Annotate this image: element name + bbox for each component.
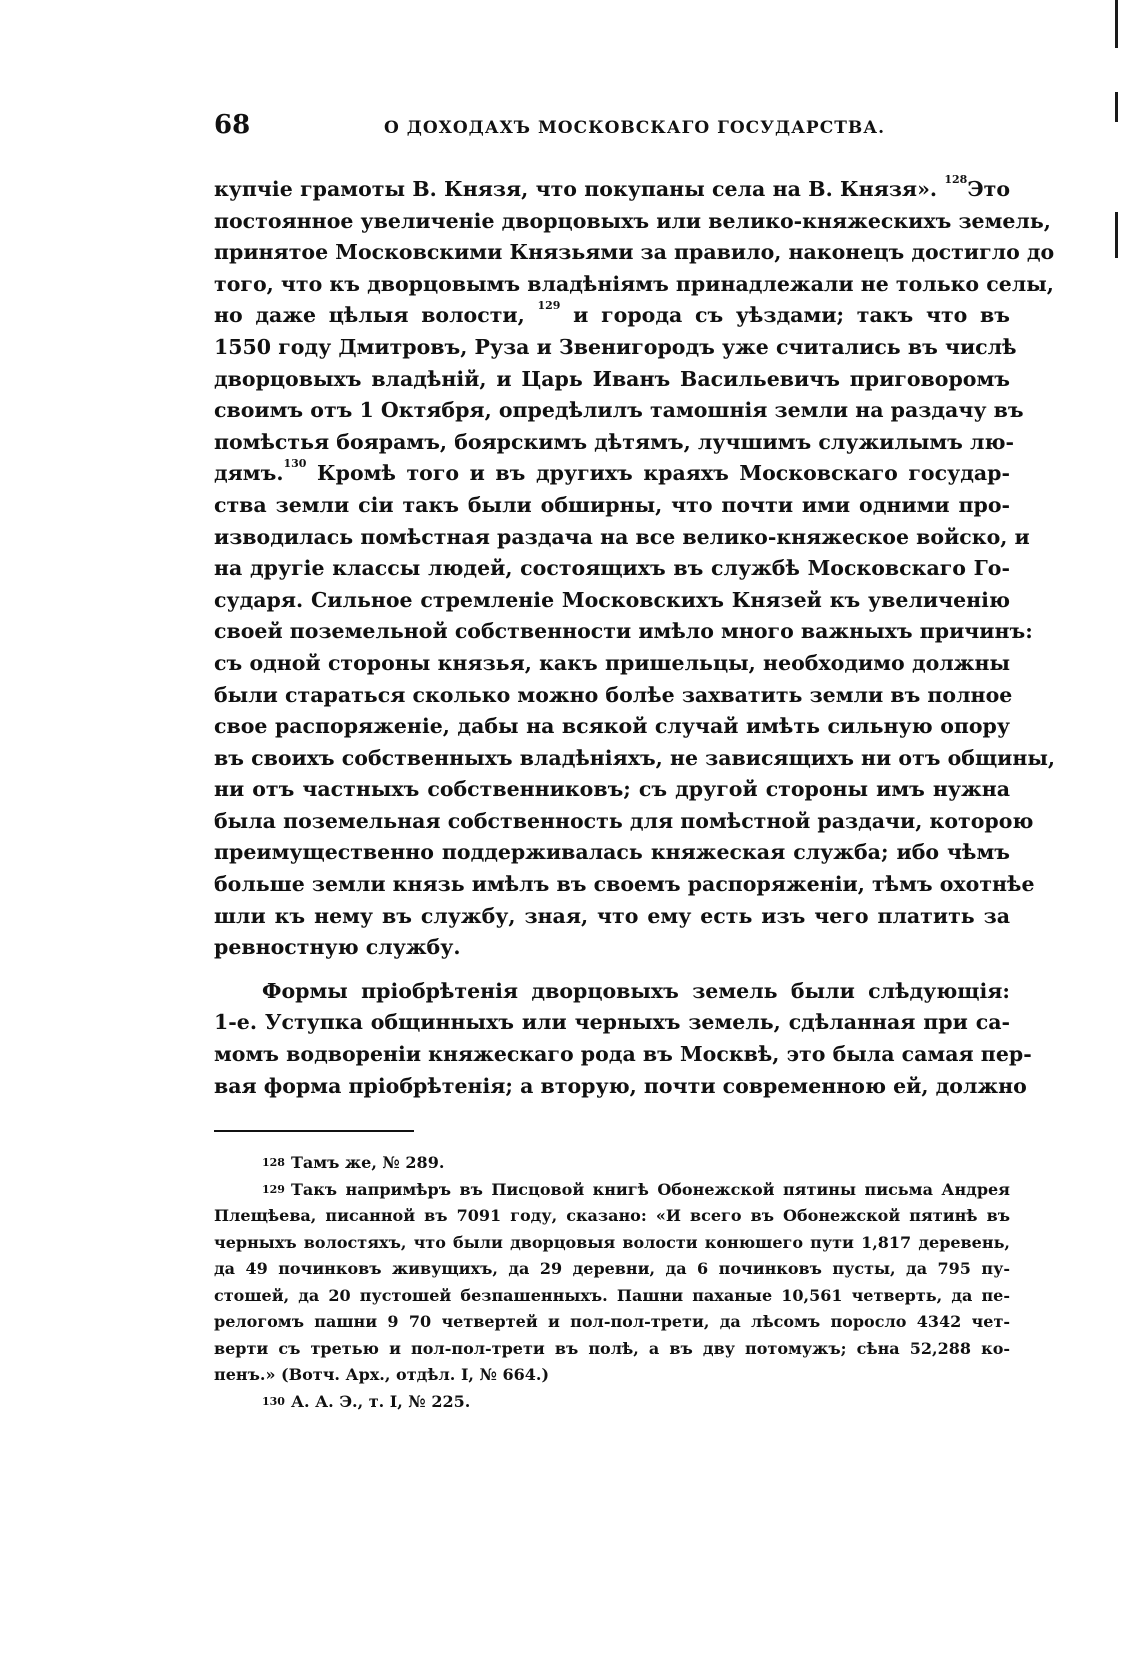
text-line: дямъ.$^{130}$ Кромѣ того и въ другихъ краяхъ Московскаго государ- bbox=[214, 457, 1010, 486]
footnote-line: пенъ.» (Вотч. Арх., отдѣл. I, № 664.) bbox=[214, 1365, 550, 1385]
text-line: дворцовыхъ владѣній, и Царь Иванъ Васильевичъ приговоромъ bbox=[214, 366, 1010, 391]
footnote-129 bbox=[214, 1177, 1010, 1389]
text-line: ства земли сіи такъ были обширны, что почти ими одними про- bbox=[214, 492, 1010, 517]
text-line: больше земли князь имѣлъ въ своемъ распоряженіи, тѣмъ охотнѣе bbox=[214, 872, 1035, 897]
text-line: принятое Московскими Князьями за правило, наконецъ достигло до bbox=[214, 240, 1055, 265]
footnote-130 bbox=[214, 1389, 1010, 1416]
text-line: шли къ нему въ службу, зная, что ему есть изъ чего платить за bbox=[214, 903, 1010, 928]
text-line: своей поземельной собственности имѣло много важныхъ причинъ: bbox=[214, 619, 1033, 644]
text-line: изводилась помѣстная раздача на все велико-княжеское войско, и bbox=[214, 524, 1030, 549]
text-line: преимущественно поддерживалась княжеская служба; ибо чѣмъ bbox=[214, 840, 1010, 865]
footnote-line: Плещѣева, писанной въ 7091 году, сказано: «И всего въ Обонежской пятинѣ въ bbox=[214, 1206, 1010, 1226]
text-line: съ одной стороны князья, какъ пришельцы, необходимо должны bbox=[214, 650, 1010, 675]
footnote-number: 128 bbox=[262, 1156, 285, 1170]
footnote-line: черныхъ волостяхъ, что были дворцовыя волости конюшего пути 1,817 деревень, bbox=[214, 1232, 1010, 1252]
footnote-line: стошей, да 20 пустошей безпашенныхъ. Пашни паханые 10,561 четверть, да пе- bbox=[214, 1285, 1010, 1305]
text-line: 1-е. Уступка общинныхъ или черныхъ земель, сдѣланная при са- bbox=[214, 1010, 1010, 1035]
footnote-line: да 49 починковъ живущихъ, да 29 деревни, да 6 починковъ пусты, да 795 пу- bbox=[214, 1259, 1010, 1279]
text-line: были стараться сколько можно болѣе захватить земли въ полное bbox=[214, 682, 1013, 707]
footnotes bbox=[214, 1150, 1010, 1415]
scan-edge-mark-top bbox=[1115, 0, 1118, 48]
page-number: 68 bbox=[214, 110, 251, 140]
paragraph-2 bbox=[214, 976, 1032, 1102]
footnote-ref-130[interactable]: 130 bbox=[283, 457, 307, 471]
text-line: ни отъ частныхъ собственниковъ; съ другой стороны имъ нужна bbox=[214, 777, 1010, 802]
footnote-line: верти съ третью и пол-пол-трети въ полѣ, а въ дву потомужъ; сѣна 52,288 ко- bbox=[214, 1338, 1010, 1358]
text-line: была поземельная собственность для помѣстной раздачи, которою bbox=[214, 808, 1034, 833]
text-line: но даже цѣлыя волости, $^{129}$ и города съ уѣздами; такъ что въ bbox=[214, 299, 1011, 328]
scan-edge-mark-mid bbox=[1115, 92, 1118, 122]
footnote-divider bbox=[214, 1130, 414, 1132]
footnote-128 bbox=[214, 1150, 1010, 1177]
text-line: того, что къ дворцовымъ владѣніямъ принадлежали не только селы, bbox=[214, 271, 1054, 296]
text-line: купчіе грамоты В. Князя, что покупаны села на В. Князя». $^{128}$Это bbox=[214, 173, 1010, 201]
text-line: Формы пріобрѣтенія дворцовыхъ земель были слѣдующія: bbox=[262, 978, 1010, 1003]
scan-edge-mark-low bbox=[1115, 212, 1118, 258]
running-title: О ДОХОДАХЪ МОСКОВСКАГО ГОСУДАРСТВА. bbox=[384, 118, 886, 138]
footnote-line: релогомъ пашни 9 70 четвертей и пол-пол-трети, да лѣсомъ поросло 4342 чет- bbox=[214, 1312, 1010, 1332]
text-line: ревностную службу. bbox=[214, 935, 461, 960]
text-line: на другіе классы людей, состоящихъ въ службѣ Московскаго Го- bbox=[214, 556, 1010, 581]
text-line: момъ водвореніи княжескаго рода въ Москвѣ, это была самая пер- bbox=[214, 1042, 1032, 1067]
footnote-ref-128[interactable]: 128 bbox=[944, 173, 968, 186]
text-line: своимъ отъ 1 Октября, опредѣлилъ тамошнія земли на раздачу въ bbox=[214, 398, 1024, 423]
paragraph-1 bbox=[214, 173, 1056, 964]
text-line: помѣстья боярамъ, боярскимъ дѣтямъ, лучшимъ служилымъ лю- bbox=[214, 429, 1015, 454]
footnote-text: Тамъ же, № 289. bbox=[290, 1153, 445, 1173]
book-page bbox=[214, 110, 1056, 1415]
text-line: 1550 году Дмитровъ, Руза и Звенигородъ уже считались въ числѣ bbox=[214, 334, 1017, 359]
text-line: постоянное увеличеніе дворцовыхъ или велико-княжескихъ земель, bbox=[214, 208, 1051, 233]
text-line: сударя. Сильное стремленіе Московскихъ Князей къ увеличенію bbox=[214, 587, 1010, 612]
text-line: въ своихъ собственныхъ владѣніяхъ, не зависящихъ ни отъ общины, bbox=[214, 745, 1056, 770]
footnote-text: А. А. Э., т. I, № 225. bbox=[290, 1391, 471, 1411]
footnote-ref-129[interactable]: 129 bbox=[537, 299, 561, 313]
footnote-number: 129 bbox=[262, 1182, 285, 1196]
text-line: свое распоряженіе, дабы на всякой случай имѣть сильную опору bbox=[214, 714, 1010, 739]
page-header bbox=[214, 110, 1010, 140]
footnote-number: 130 bbox=[262, 1394, 285, 1408]
footnote-line: $^{129}$ Такъ напримѣръ въ Писцовой книгѣ Обонежской пятины письма Андрея bbox=[262, 1179, 1010, 1199]
text-line: вая форма пріобрѣтенія; а вторую, почти современною ей, должно bbox=[214, 1073, 1027, 1098]
